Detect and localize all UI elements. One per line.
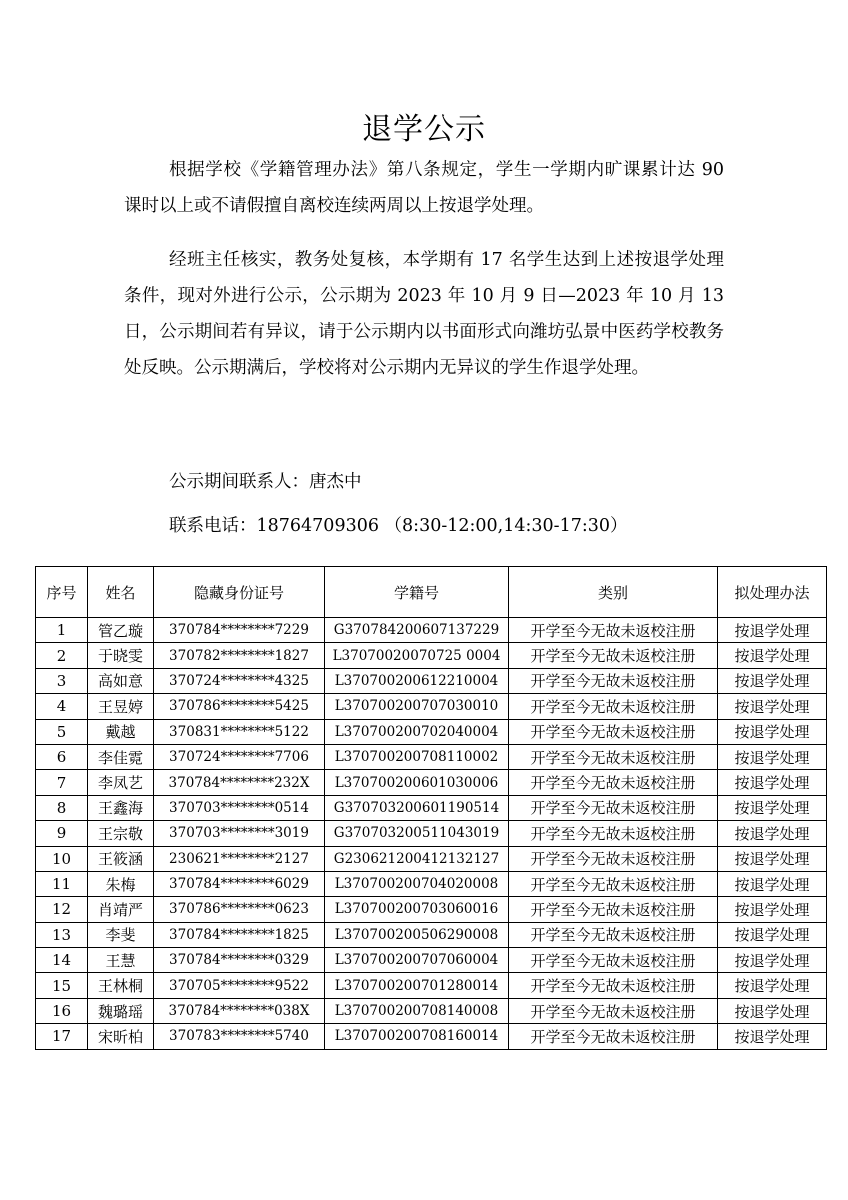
header-student-number: 学籍号 — [325, 567, 509, 618]
cell-action: 按退学处理 — [718, 694, 827, 719]
cell-student-number: L370700200601030006 — [325, 770, 509, 795]
cell-category: 开学至今无故未返校注册 — [509, 1024, 718, 1049]
cell-action: 按退学处理 — [718, 998, 827, 1023]
cell-id-number: 370784********1825 — [154, 922, 325, 947]
table-row — [36, 770, 827, 795]
cell-index: 1 — [36, 618, 88, 643]
cell-index: 14 — [36, 948, 88, 973]
cell-student-number: L370700200612210004 — [325, 668, 509, 693]
cell-student-number: L370700200708140008 — [325, 998, 509, 1023]
cell-action: 按退学处理 — [718, 897, 827, 922]
table-row — [36, 948, 827, 973]
cell-category: 开学至今无故未返校注册 — [509, 744, 718, 769]
cell-name: 李凤艺 — [88, 770, 154, 795]
cell-id-number: 370784********0329 — [154, 948, 325, 973]
withdrawal-table — [35, 566, 827, 1050]
header-action: 拟处理办法 — [718, 567, 827, 618]
cell-index: 3 — [36, 668, 88, 693]
cell-index: 15 — [36, 973, 88, 998]
cell-name: 王慧 — [88, 948, 154, 973]
cell-index: 12 — [36, 897, 88, 922]
header-index: 序号 — [36, 567, 88, 618]
contact-person: 公示期间联系人：唐杰中 — [169, 472, 362, 492]
cell-index: 4 — [36, 694, 88, 719]
cell-action: 按退学处理 — [718, 846, 827, 871]
cell-id-number: 370703********0514 — [154, 795, 325, 820]
cell-name: 魏璐瑶 — [88, 998, 154, 1023]
cell-category: 开学至今无故未返校注册 — [509, 618, 718, 643]
cell-action: 按退学处理 — [718, 744, 827, 769]
cell-index: 17 — [36, 1024, 88, 1049]
cell-id-number: 230621********2127 — [154, 846, 325, 871]
cell-category: 开学至今无故未返校注册 — [509, 668, 718, 693]
table-row — [36, 871, 827, 896]
cell-name: 宋昕柏 — [88, 1024, 154, 1049]
cell-student-number: L370700200704020008 — [325, 871, 509, 896]
table-row — [36, 922, 827, 947]
cell-index: 2 — [36, 643, 88, 668]
cell-index: 6 — [36, 744, 88, 769]
cell-action: 按退学处理 — [718, 668, 827, 693]
table-row — [36, 668, 827, 693]
cell-category: 开学至今无故未返校注册 — [509, 973, 718, 998]
cell-name: 王鑫海 — [88, 795, 154, 820]
cell-name: 管乙璇 — [88, 618, 154, 643]
cell-id-number: 370703********3019 — [154, 821, 325, 846]
cell-action: 按退学处理 — [718, 948, 827, 973]
cell-student-number: G370703200511043019 — [325, 821, 509, 846]
intro-paragraph: 根据学校《学籍管理办法》第八条规定，学生一学期内旷课累计达 90 课时以上或不请假擅自离校连续两周以上按退学处理。 — [124, 160, 724, 216]
cell-name: 李斐 — [88, 922, 154, 947]
cell-name: 王昱婷 — [88, 694, 154, 719]
cell-student-number: L370700200707060004 — [325, 948, 509, 973]
cell-id-number: 370705********9522 — [154, 973, 325, 998]
cell-id-number: 370783********5740 — [154, 1024, 325, 1049]
cell-name: 王林桐 — [88, 973, 154, 998]
cell-action: 按退学处理 — [718, 1024, 827, 1049]
cell-action: 按退学处理 — [718, 643, 827, 668]
cell-name: 王宗敬 — [88, 821, 154, 846]
cell-id-number: 370784********7229 — [154, 618, 325, 643]
table-row — [36, 744, 827, 769]
contact-phone: 联系电话：18764709306 （8:30-12:00,14:30-17:30） — [169, 516, 628, 536]
cell-category: 开学至今无故未返校注册 — [509, 871, 718, 896]
cell-category: 开学至今无故未返校注册 — [509, 770, 718, 795]
cell-category: 开学至今无故未返校注册 — [509, 846, 718, 871]
cell-category: 开学至今无故未返校注册 — [509, 795, 718, 820]
cell-name: 朱梅 — [88, 871, 154, 896]
cell-category: 开学至今无故未返校注册 — [509, 922, 718, 947]
cell-index: 5 — [36, 719, 88, 744]
cell-name: 王筱涵 — [88, 846, 154, 871]
cell-action: 按退学处理 — [718, 973, 827, 998]
cell-name: 戴越 — [88, 719, 154, 744]
cell-id-number: 370786********5425 — [154, 694, 325, 719]
cell-index: 11 — [36, 871, 88, 896]
cell-category: 开学至今无故未返校注册 — [509, 897, 718, 922]
cell-category: 开学至今无故未返校注册 — [509, 643, 718, 668]
table-row — [36, 643, 827, 668]
cell-action: 按退学处理 — [718, 719, 827, 744]
page-title: 退学公示 — [362, 112, 486, 147]
cell-name: 李佳霓 — [88, 744, 154, 769]
header-name: 姓名 — [88, 567, 154, 618]
cell-action: 按退学处理 — [718, 770, 827, 795]
table-row — [36, 821, 827, 846]
cell-id-number: 370782********1827 — [154, 643, 325, 668]
cell-id-number: 370784********038X — [154, 998, 325, 1023]
cell-student-number: G370784200607137229 — [325, 618, 509, 643]
cell-action: 按退学处理 — [718, 871, 827, 896]
cell-id-number: 370786********0623 — [154, 897, 325, 922]
table-row — [36, 618, 827, 643]
cell-name: 高如意 — [88, 668, 154, 693]
cell-student-number: L370700200707030010 — [325, 694, 509, 719]
cell-index: 9 — [36, 821, 88, 846]
cell-category: 开学至今无故未返校注册 — [509, 694, 718, 719]
cell-id-number: 370831********5122 — [154, 719, 325, 744]
header-id-number: 隐藏身份证号 — [154, 567, 325, 618]
cell-index: 7 — [36, 770, 88, 795]
cell-action: 按退学处理 — [718, 821, 827, 846]
cell-student-number: L370700200703060016 — [325, 897, 509, 922]
cell-name: 于晓雯 — [88, 643, 154, 668]
cell-id-number: 370724********4325 — [154, 668, 325, 693]
cell-id-number: 370784********232X — [154, 770, 325, 795]
cell-student-number: L370700200702040004 — [325, 719, 509, 744]
table-row — [36, 719, 827, 744]
cell-action: 按退学处理 — [718, 795, 827, 820]
cell-category: 开学至今无故未返校注册 — [509, 821, 718, 846]
cell-action: 按退学处理 — [718, 922, 827, 947]
cell-student-number: G230621200412132127 — [325, 846, 509, 871]
cell-category: 开学至今无故未返校注册 — [509, 948, 718, 973]
cell-student-number: L370700200708110002 — [325, 744, 509, 769]
cell-index: 8 — [36, 795, 88, 820]
cell-index: 10 — [36, 846, 88, 871]
cell-id-number: 370724********7706 — [154, 744, 325, 769]
table-header-row — [36, 567, 827, 618]
cell-name: 肖靖严 — [88, 897, 154, 922]
cell-category: 开学至今无故未返校注册 — [509, 719, 718, 744]
table-row — [36, 897, 827, 922]
table-row — [36, 846, 827, 871]
cell-student-number: L37070020070725 0004 — [325, 643, 509, 668]
cell-student-number: L370700200506290008 — [325, 922, 509, 947]
table-row — [36, 694, 827, 719]
table-row — [36, 1024, 827, 1049]
cell-student-number: G370703200601190514 — [325, 795, 509, 820]
cell-id-number: 370784********6029 — [154, 871, 325, 896]
table-row — [36, 998, 827, 1023]
cell-category: 开学至今无故未返校注册 — [509, 998, 718, 1023]
header-category: 类别 — [509, 567, 718, 618]
cell-student-number: L370700200708160014 — [325, 1024, 509, 1049]
cell-index: 16 — [36, 998, 88, 1023]
notice-paragraph: 经班主任核实，教务处复核，本学期有 17 名学生达到上述按退学处理条件，现对外进行公示，公示期为 2023 年 10 月 9 日—2023 年 10 月 13 日，公示期间若有异议，请于公示期内以书面形式向潍坊弘景中医药学校教务处反映。公示期满后，学校将对公示期内无异议的学生作退学处理。 — [124, 250, 724, 378]
cell-student-number: L370700200701280014 — [325, 973, 509, 998]
table-row — [36, 795, 827, 820]
cell-action: 按退学处理 — [718, 618, 827, 643]
table-row — [36, 973, 827, 998]
cell-index: 13 — [36, 922, 88, 947]
